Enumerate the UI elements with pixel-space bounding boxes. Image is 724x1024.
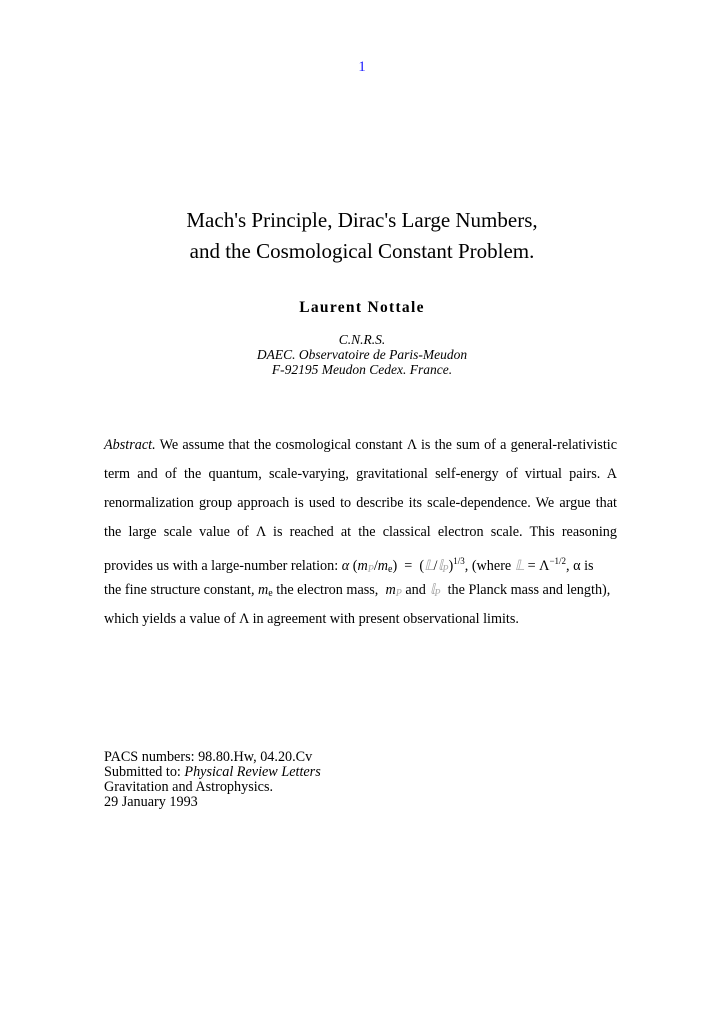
submission-info xyxy=(104,750,604,810)
abstract-line-4: the large scale value of Λ is reached at the classical electron scale. This reasoning xyxy=(104,524,617,540)
author-name: Laurent Nottale xyxy=(299,299,425,316)
abstract-line-2: term and of the quantum, scale-varying, gravitational self-energy of virtual pairs. A xyxy=(104,466,617,482)
abstract-line-1: Abstract. We assume that the cosmological constant Λ is the sum of a general-relativistic xyxy=(104,437,618,453)
title-line-1: Mach's Principle, Dirac's Large Numbers, xyxy=(186,208,538,232)
abstract-line-3: renormalization group approach is used to describe its scale-dependence. We argue that xyxy=(104,495,617,511)
submitted-to: Submitted to: Physical Review Letters xyxy=(104,764,321,780)
affiliation xyxy=(0,332,724,377)
title-line-2: and the Cosmological Constant Problem. xyxy=(189,239,535,263)
abstract-line-6: the fine structure constant, $m_e$ the electron mass, $m_P$ and 𝕝$_P$ the Planck mass and length), xyxy=(104,582,611,599)
abstract-line-5: provides us with a large-number relation: α $(m_P/m_e)$ = (𝕃/𝕝$_P$)$^{1/3}$, (where 𝕃 = $\Lambda^{-1/2}$, α is xyxy=(104,556,594,575)
journal-name: Physical Review Letters xyxy=(184,764,321,780)
abstract xyxy=(104,431,617,634)
abstract-label: Abstract. xyxy=(104,437,156,453)
journal-section: Gravitation and Astrophysics. xyxy=(104,779,274,795)
abstract-line-7: which yields a value of Λ in agreement with present observational limits. xyxy=(104,611,519,627)
affiliation-line-2: DAEC. Observatoire de Paris-Meudon xyxy=(256,347,468,362)
page-number: 1 xyxy=(358,59,366,75)
pacs-numbers: PACS numbers: 98.80.Hw, 04.20.Cv xyxy=(104,749,313,765)
affiliation-line-3: F-92195 Meudon Cedex. France. xyxy=(271,362,453,377)
paper-title xyxy=(0,205,724,267)
submission-date: 29 January 1993 xyxy=(104,794,198,810)
affiliation-line-1: C.N.R.S. xyxy=(338,332,386,347)
